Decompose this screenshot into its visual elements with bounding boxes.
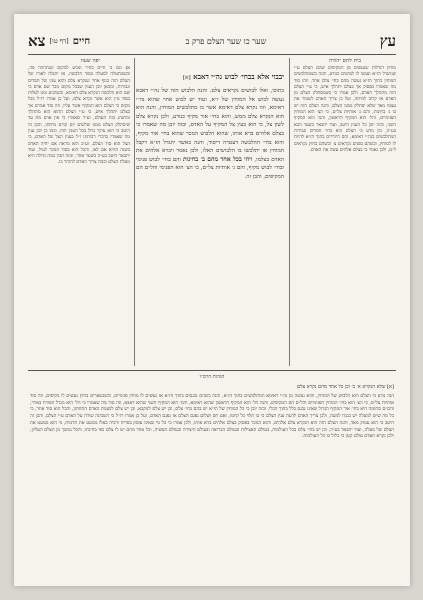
commentary-right-column	[294, 58, 396, 366]
folio-note: [דף טו]	[49, 37, 69, 45]
column-title: יפה שעה	[80, 58, 100, 64]
header-right-group	[380, 32, 396, 51]
footnote-rule	[28, 370, 396, 371]
column-divider	[134, 58, 135, 366]
header-label: עץ	[379, 31, 396, 50]
header-left-group	[28, 32, 90, 51]
commentary-left-column	[28, 58, 130, 366]
footnote-body: הנה נודע כי הצלם הוא הלבוש של המוחין, והוא נעשה מן נה״י דאימא המתלבשים בתוך הז״א, והנה כשהם נכנסים בתוך הז״א אז נעשים לו מוחין פנימיים, וכשנשארים בחוץ נעשים לו מקיפים, וזה סוד אותיות צל״ם, כי הצ׳ הוא בחי׳ המוחין הפנימיים והל״ם הם המקיפים, והנה הל׳ הוא המקיף הראשון שהוא דאימא, והמ׳ הוא המקיף השני שהוא דאבא, וזה סוד מה שאמרו כי הל׳ הוא מגדל הפורח באויר, והם״ם סתומה היא בחי׳ אור המקיף הגדול שאינו נכנס כלל בתוך הכלי, ובזה יובן כי כל המוחין של הז״א יש בהם בחי׳ צלם, וכן יש צלם לנוקבא, וכן יש צלם לנשמת האדם התחתון, והכל הוא סוד אחד, כי כל מה שיש למעלה יש כנגדו למטה, ולכן צריך האדם לדעת ענין הצלם כי בו תלוי כל קיומו, ואם חס ושלום נפגם הצלם אז נפגם האדם, ועל כן אמרו רז״ל כי השכינה שורה על האדם ע״י הצלם, והבן זה היטב כי הוא עמוק מאד, והנה הצלם הזה הוא הנקרא צלם אלהים, והוא הנזכר בפסוק בצלם אלהים ברא אותו, ולכן אמרו כי כל מי שאינו עוסק בפריה ורביה כאלו ממעט את הדמות, כי הוא ממעט את הצלם של מעלה, ועוד יתבאר בע״ה, וכן יש בחי׳ צלם בכל העולמות, בעולם האצילות ובעולם הבריאה ובעולם היצירה ובעולם העשיה, וכל אחד מהם יש לו צלם כפי בחינתו, והכל נמשך מן הצלם העליון, ולכן נקרא האדם עולם קטן כי כלול בו כל העולמות.	[30, 393, 394, 440]
main-lead: יבבוי אלא בבחי׳ לבוש נה״י דאבא [א]	[182, 72, 284, 81]
header-title: חיים	[72, 35, 91, 47]
header-rule	[28, 54, 396, 55]
book-page	[14, 14, 410, 586]
column-title: בית לחם יהודה	[328, 58, 362, 64]
commentary-text: א) וגם ב׳ חיים בהיר ומגיע למקום שנתהווה פה, וכשמתעלה למעלה בסוד הלבשה, אז יתגלה לאורו של הצלם הזה בגוף אחר שנקרא צלם והוא ענין של חסדים וגבורות, ומכאן יובן הענין שבכל מקום נזכר שם אדם כי שם הוא הלבשה הנקרא צלם דאימא, וכשהגיע זמנו לעלות בסוד מ״ן הוא אשר נקרא צלם, ועל כן אמרו רז״ל בכל מקום כי הצלם הוא המקיף אשר עליו, וזה סוד אמרם אך בצלם יתהלך איש, כי ע״י הצלם ההוא הוא מתהלך ומתנהג בזה העולם, וע״ד שאמרו כי אין אדם מת עד שיסתלק הצלם ממנו שלשים יום קודם מיתתו, והבן זה היטב כי הוא עיקר גדול בכל הענין הזה, וכמו כן יובן ענין מה שאמרו בדברי רבותינו ז״ל בענין הצל של האדם, כי הצל הוא סוד הצלם, וע״כ הוא מראה אם יחיה האדם בשנה ההיא אם לאו, והכל הוא בסוד הנזכר לעיל, ועוד יתבאר היטב בע״ה בשער אחר, ומזה תבין כמה גדולה היא מעלת הצלם וכמה צריך האדם להזהר בו.	[28, 66, 130, 166]
folio-number: צא	[28, 31, 46, 50]
main-body-continued: והם בחי׳ לבוש פנימי ובחי׳ לבוש מקיף, והם ג׳ אותיות צל״ם, כי הצ׳ הוא הפנימי והל״ם הם המקיפים, והבן זה.	[136, 156, 284, 180]
running-head: שער כו שער הצלם פרק ב	[185, 36, 267, 46]
commentary-text: מוחין דגדלות שנעשים מן המקיפים שהם הצלם ע״י שנתגדל הז״א ונעשו לו לבושים כנודע, והנה כשמתלבשים המוחין בתוך הז״א נעשה מהם בחי׳ צלם אחד, וזהו סוד מה שאמרו בפסוק אך בצלם יתהלך איש, כי ע״י הצלם הזה מתהלך האדם, ולכן אמרו כי כשמסתלק הצלם מן האדם אז קרוב למיתה, ועל כן צריך האדם לשמור את עצמו מאד שלא יסתלק ממנו הצלם, והנה הצלם הזה יש בו ג׳ בחינות, והם ג׳ אותיות צל״ם, כי הצ׳ הוא המוחין הפנימיים, והל׳ הוא המקיף הראשון, והמ׳ הוא המקיף השני, ובזה יובן כל הענין היטב, ועוד יתבאר בשער הבא בע״ה, וכן נודע כי הצלם הוא בחי׳ חסדים וגבורות המתלבשים בנה״י דאימא, והם היורדים בתוך הז״א להיות לו למוחין, וכשהם בפנים נקראים צ׳ וכשהם בחוץ נקראים ל״ם, ולכן נאמר כי בצלם אלהים עשה את האדם.	[294, 66, 396, 153]
footnote-section	[30, 384, 394, 576]
main-text-column	[136, 72, 284, 368]
main-bold-phrase: ויהי בכל אחד מהם ב׳ בחינות	[183, 155, 253, 163]
footnote-text	[30, 384, 394, 441]
main-body: בתוכו, ואלו לבושים נקראים צלם. והנה הלבוש הזה של נה״י דאבא נעשה לבוש אל המוחין של ז״א, ועוד יש לבוש אחר שהוא נה״י דאימא, וזה נקרא צלם דאימא אשר בו מתלבשים המוחין, והנה הוא הוא הנקרא צלם ממש, והוא בחי׳ אור מקיף כנודע, ולכן נקרא צלם לשון צל, כי הוא כעין צל המקיף על האדם, ובזה יובן מה שאמרו כי בצלם אלהים ברא אותו, שהוא הלבוש הנזכר שהוא בחי׳ אור מקיף, והוא בחי׳ ההלבשה דעטרה דיסוד, והנה כאשר יתגדל הז״א ויקבל המוחין אז יתלבשו בו הלבושים האלו, ולכן נאמר ויברא אלהים את האדם בצלמו,	[136, 88, 284, 163]
footnote-title: הגהות הרמ״ו	[199, 374, 225, 380]
footnote-marker-line: [א] שלא הנקרא א׳ ב׳ וכן כל אחד מהם נקרא צלם	[297, 384, 394, 390]
page-header	[28, 30, 396, 52]
column-divider	[289, 58, 290, 366]
main-text	[136, 72, 284, 182]
